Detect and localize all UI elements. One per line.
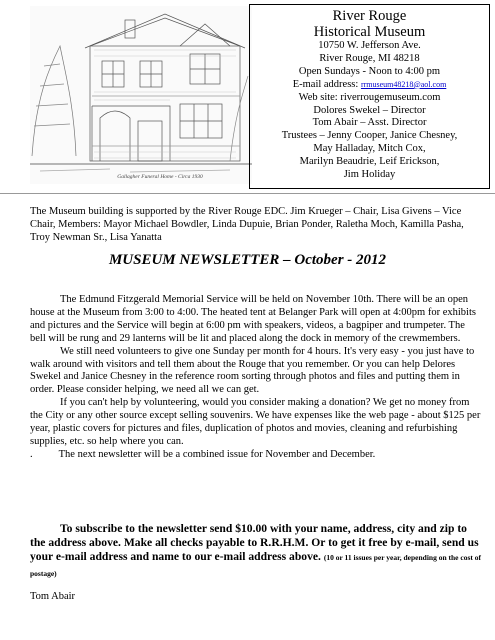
trustees-line1: Trustees – Jenny Cooper, Janice Chesney, bbox=[281, 130, 458, 142]
museum-info-box bbox=[249, 4, 490, 189]
subscribe-main-text: To subscribe to the newsletter send $10.00 with your name, address, city and zip to the address above. Make all checks payable to R.R.H.M. Or to get it free by e-mail, send us your e-mail address and name to our e-mail address above. bbox=[30, 522, 479, 564]
edc-support-text: The Museum building is supported by the River Rouge EDC. Jim Krueger – Chair, Lisa Givens – Vice Chair, Members: Mayor Michael Bowdler, Linda Dupuie, Brian Ponder, Raletha Moch, Kamilla Pasha, Troy Newman Sr., Lisa Yanatta bbox=[30, 206, 464, 243]
trustees-line4: Jim Holiday bbox=[343, 169, 396, 181]
paragraph-dot: . bbox=[30, 448, 33, 460]
paragraph-next-issue bbox=[30, 449, 482, 462]
newsletter-headline: MUSEUM NEWSLETTER – October - 2012 bbox=[108, 252, 387, 268]
website: Web site: riverrougemuseum.com bbox=[298, 91, 441, 103]
email-label: E-mail address: bbox=[292, 78, 361, 90]
paragraph-fitzgerald: The Edmund Fitzgerald Memorial Service will be held on November 10th. There will be an open house at the Museum from 3:00 to 4:00. The heated tent at Belanger Park will open at 4:00pm for exhibits and pictures and the Service will begin at 6:00 pm with speakers, videos, a bagpiper and trumpeter. The bell will be rung and 29 lanterns will be lit and placed along the dock in memory of the crewmembers. bbox=[30, 294, 476, 344]
director: Dolores Swekel – Director bbox=[313, 104, 426, 116]
address-line2: River Rouge, MI 48218 bbox=[319, 52, 420, 64]
email-line bbox=[250, 79, 489, 92]
newsletter-body bbox=[30, 294, 482, 462]
asst-director: Tom Abair – Asst. Director bbox=[312, 117, 427, 129]
paragraph-volunteers: We still need volunteers to give one Sunday per month for 4 hours. It's very easy - you just have to walk around with visitors and tell them about the Rouge that you remember. Or you can help Delores Swekel and Janice Chesney in the reference room sorting through photos and files and putting them in order. Please consider helping, we need all we can get. bbox=[30, 345, 475, 396]
museum-title-line1: River Rouge bbox=[332, 8, 407, 24]
museum-building-sketch bbox=[30, 6, 252, 184]
hours: Open Sundays - Noon to 4:00 pm bbox=[298, 65, 441, 77]
email-link[interactable]: rrmuseum48218@aol.com bbox=[360, 79, 447, 89]
paragraph-donation: If you can't help by volunteering, would you consider making a donation? We get no money from the City or any other source except selling souvenirs. We have expenses like the web page - about $125 per year, plastic covers for pictures and files, duplication of photos and movies, cleaning and refurbishing supplies, etc. so help where you can. bbox=[30, 397, 481, 447]
subscribe-instructions bbox=[30, 522, 485, 581]
trustees-line2: May Halladay, Mitch Cox, bbox=[313, 143, 426, 155]
building-illustration bbox=[30, 6, 252, 184]
subscribe-note: (10 or 11 issues per year, depending on the cost of postage) bbox=[30, 553, 482, 578]
header-divider bbox=[0, 193, 495, 194]
trustees-line3: Marilyn Beaudrie, Leif Erickson, bbox=[299, 156, 440, 168]
sketch-caption: Gallagher Funeral Home - Circa 1930 bbox=[117, 174, 203, 180]
address-line1: 10750 W. Jefferson Ave. bbox=[318, 40, 421, 51]
museum-title-line2: Historical Museum bbox=[313, 24, 426, 40]
paragraph-next-issue-text: The next newsletter will be a combined issue for November and December. bbox=[58, 448, 376, 460]
signature: Tom Abair bbox=[30, 591, 76, 602]
